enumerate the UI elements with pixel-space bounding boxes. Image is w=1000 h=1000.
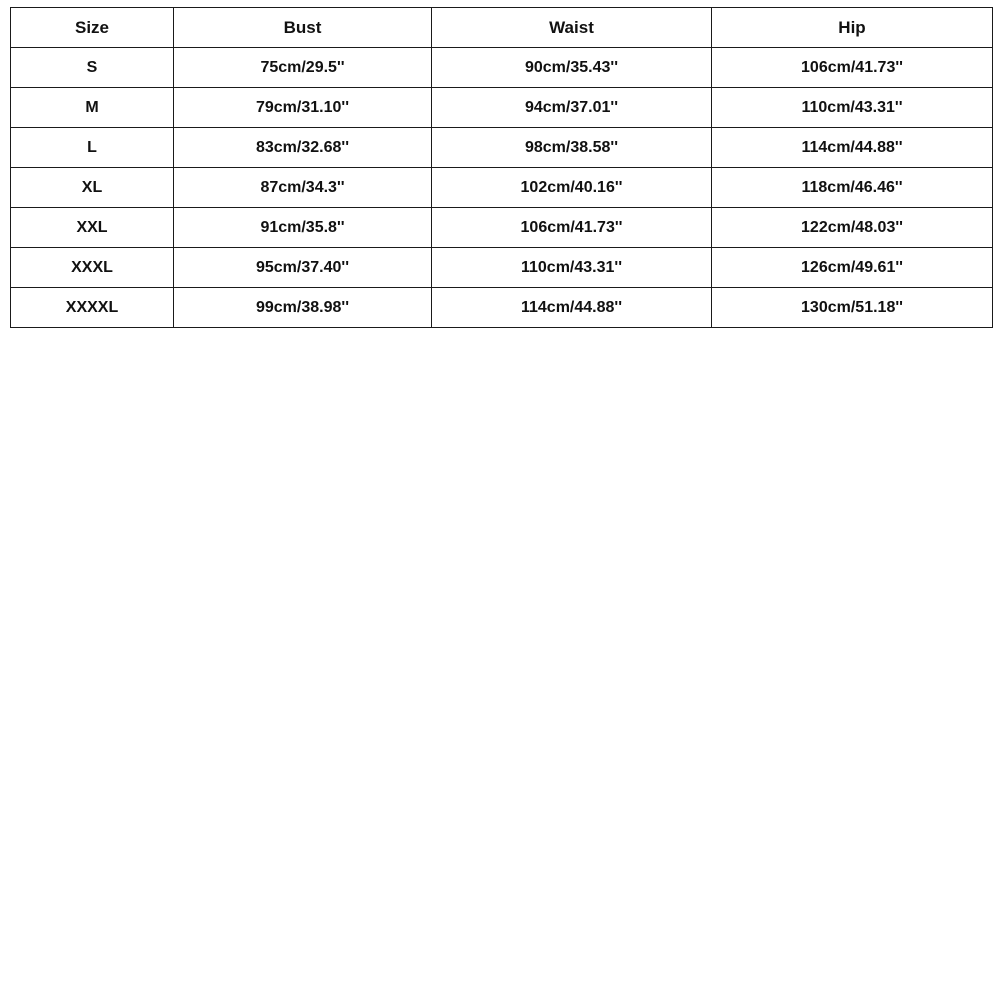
- hip-cell: 106cm/41.73'': [712, 48, 993, 88]
- bust-cell: 79cm/31.10'': [174, 88, 432, 128]
- header-size: Size: [11, 8, 174, 48]
- table-row: [11, 88, 993, 128]
- header-hip: Hip: [712, 8, 993, 48]
- hip-cell: 126cm/49.61'': [712, 248, 993, 288]
- header-waist: Waist: [432, 8, 712, 48]
- waist-cell: 114cm/44.88'': [432, 288, 712, 328]
- waist-cell: 90cm/35.43'': [432, 48, 712, 88]
- bust-cell: 75cm/29.5'': [174, 48, 432, 88]
- table-row: [11, 288, 993, 328]
- hip-cell: 110cm/43.31'': [712, 88, 993, 128]
- waist-cell: 106cm/41.73'': [432, 208, 712, 248]
- size-cell: M: [11, 88, 174, 128]
- bust-cell: 95cm/37.40'': [174, 248, 432, 288]
- size-cell: S: [11, 48, 174, 88]
- table-row: [11, 48, 993, 88]
- header-row: [11, 8, 993, 48]
- size-cell: XXXL: [11, 248, 174, 288]
- hip-cell: 118cm/46.46'': [712, 168, 993, 208]
- size-cell: XXXXL: [11, 288, 174, 328]
- hip-cell: 130cm/51.18'': [712, 288, 993, 328]
- bust-cell: 99cm/38.98'': [174, 288, 432, 328]
- bust-cell: 91cm/35.8'': [174, 208, 432, 248]
- table-row: [11, 208, 993, 248]
- bust-cell: 83cm/32.68'': [174, 128, 432, 168]
- table-row: [11, 128, 993, 168]
- waist-cell: 102cm/40.16'': [432, 168, 712, 208]
- size-chart-table: [10, 7, 993, 328]
- size-cell: XXL: [11, 208, 174, 248]
- size-cell: L: [11, 128, 174, 168]
- waist-cell: 110cm/43.31'': [432, 248, 712, 288]
- waist-cell: 98cm/38.58'': [432, 128, 712, 168]
- hip-cell: 114cm/44.88'': [712, 128, 993, 168]
- bust-cell: 87cm/34.3'': [174, 168, 432, 208]
- table-row: [11, 168, 993, 208]
- hip-cell: 122cm/48.03'': [712, 208, 993, 248]
- header-bust: Bust: [174, 8, 432, 48]
- table-row: [11, 248, 993, 288]
- waist-cell: 94cm/37.01'': [432, 88, 712, 128]
- size-cell: XL: [11, 168, 174, 208]
